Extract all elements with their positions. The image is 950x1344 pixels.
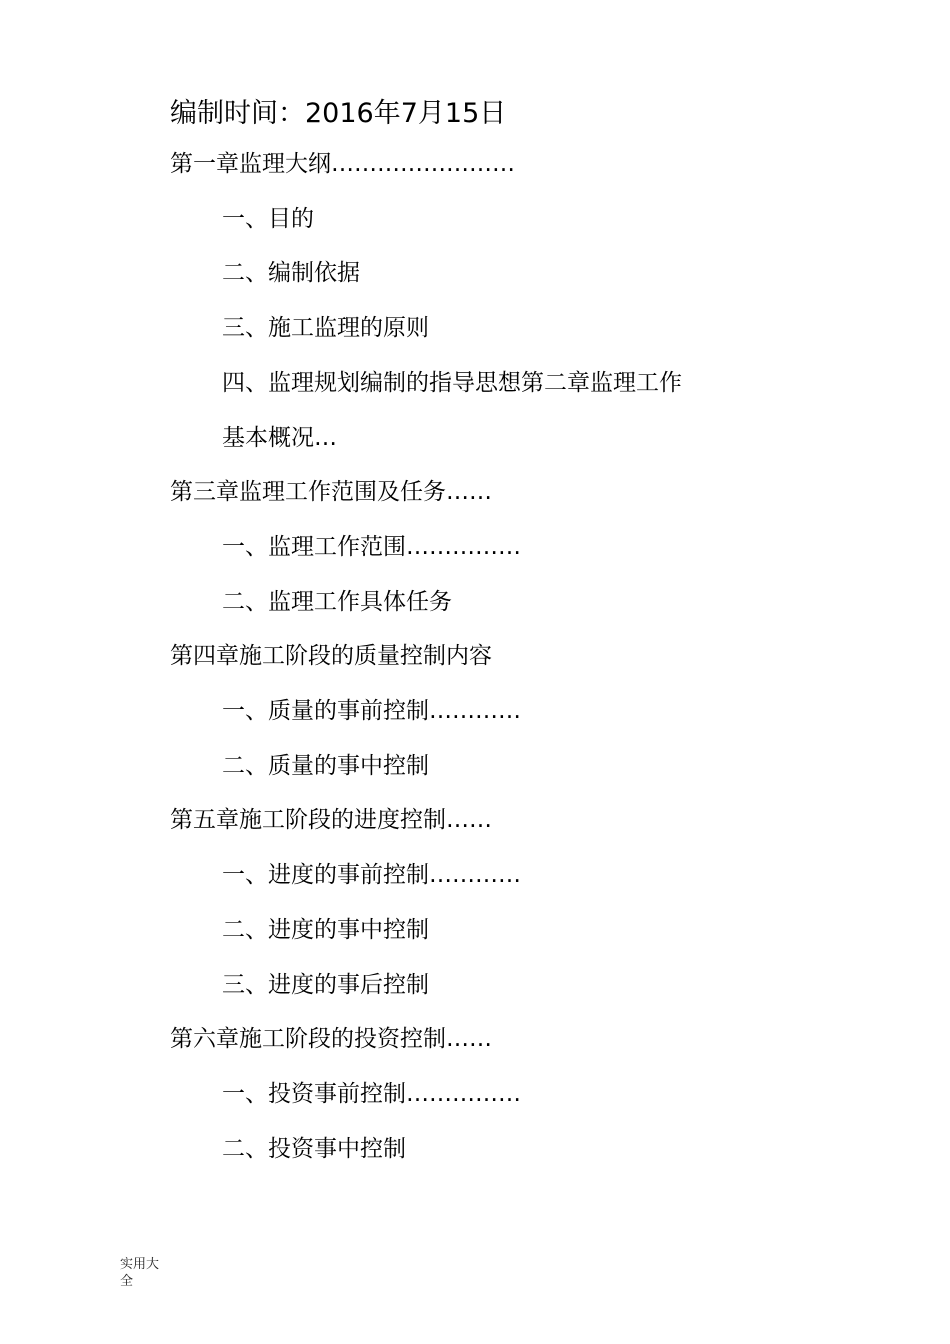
toc-section-entry: 基本概况… <box>222 425 337 451</box>
toc-chapter-entry: 第三章监理工作范围及任务…… <box>170 479 492 505</box>
toc-section-entry: 二、进度的事中控制 <box>222 917 429 943</box>
toc-section-entry: 三、施工监理的原则 <box>222 315 429 341</box>
toc-section-entry: 四、监理规划编制的指导思想第二章监理工作 <box>222 370 682 396</box>
toc-section-entry: 一、投资事前控制…………… <box>222 1081 521 1107</box>
toc-section-entry: 二、监理工作具体任务 <box>222 589 452 615</box>
toc-section-entry: 二、编制依据 <box>222 260 360 286</box>
toc-section-entry: 二、投资事中控制 <box>222 1136 406 1162</box>
toc-section-entry: 三、进度的事后控制 <box>222 972 429 998</box>
compile-date: 编制时间：2016年7月15日 <box>170 98 507 129</box>
toc-section-entry: 二、质量的事中控制 <box>222 753 429 779</box>
page-footer: 实用大全 <box>120 1257 160 1289</box>
toc-chapter-entry: 第一章监理大纲…………………… <box>170 151 515 177</box>
toc-chapter-entry: 第四章施工阶段的质量控制内容 <box>170 643 492 669</box>
toc-section-entry: 一、监理工作范围…………… <box>222 534 521 560</box>
toc-section-entry: 一、质量的事前控制………… <box>222 698 521 724</box>
toc-section-entry: 一、目的 <box>222 206 314 232</box>
toc-chapter-entry: 第五章施工阶段的进度控制…… <box>170 807 492 833</box>
toc-section-entry: 一、进度的事前控制………… <box>222 862 521 888</box>
toc-chapter-entry: 第六章施工阶段的投资控制…… <box>170 1026 492 1052</box>
